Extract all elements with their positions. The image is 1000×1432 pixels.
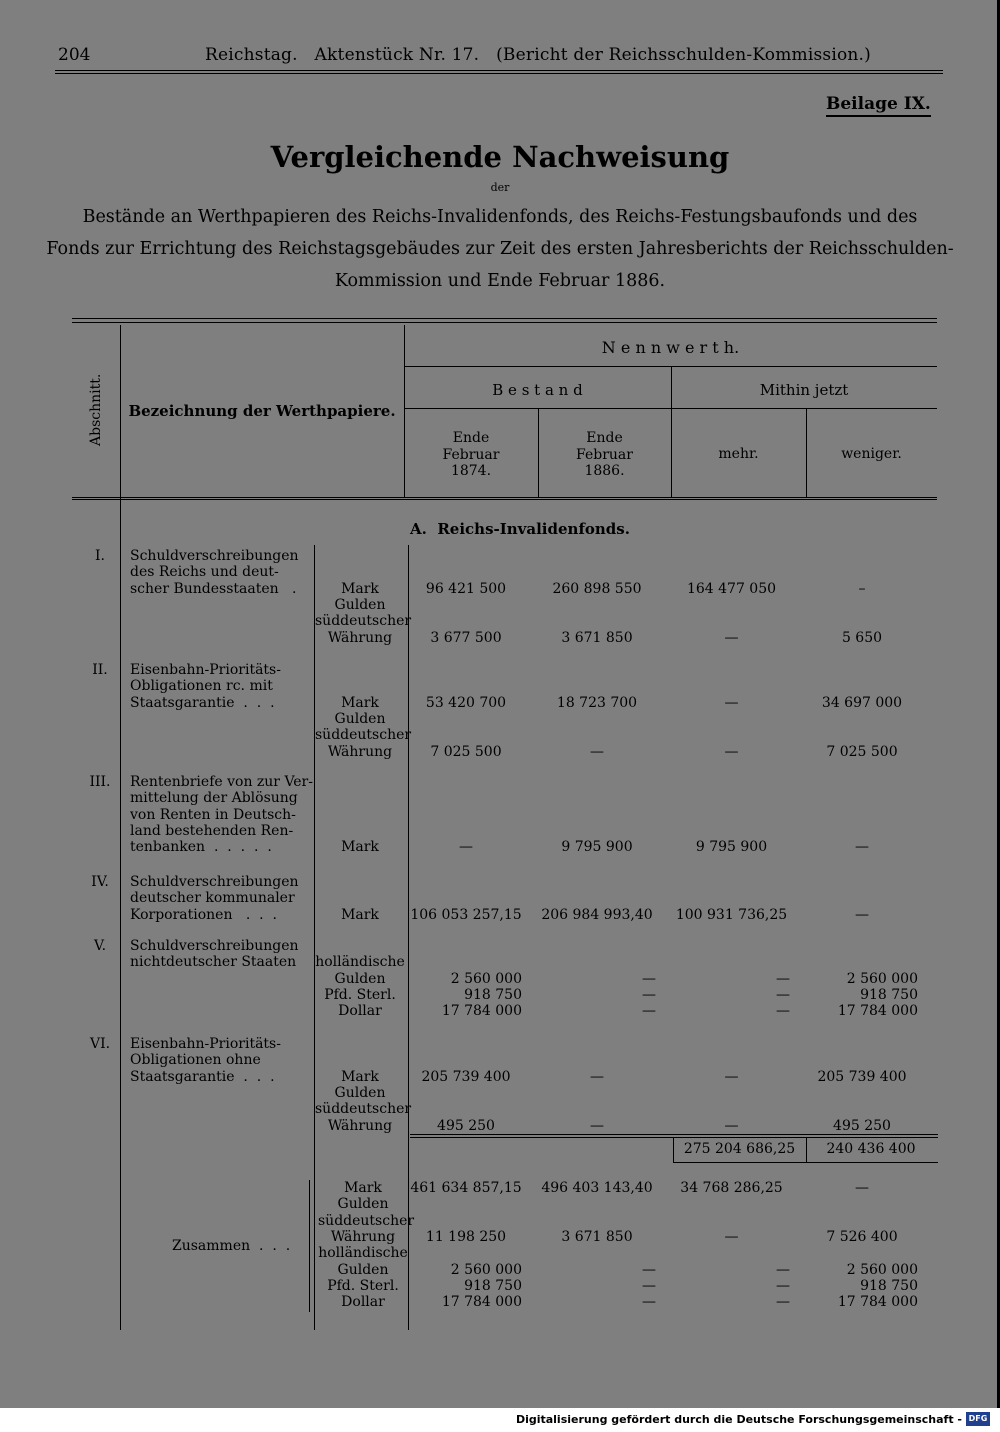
row-value-v1886: — (642, 970, 656, 987)
page-number: 204 (58, 45, 91, 65)
zusammen-value-weniger: 918 750 (860, 1277, 918, 1294)
zusammen-unit: Gulden (337, 1261, 389, 1278)
col-1886-line-3: 1886. (584, 463, 625, 479)
subtotal-rule-2 (410, 1137, 938, 1138)
row-value-v1886: — (590, 1068, 604, 1085)
digitization-credit: Digitalisierung gefördert durch die Deutsche Forschungsgemeinschaft - (515, 1413, 962, 1426)
row-value-weniger: – (858, 580, 866, 597)
row-unit: süddeutscher (315, 1101, 412, 1118)
subtotal-bottom-rule (673, 1162, 938, 1163)
header-rule-2 (55, 73, 943, 74)
row-description: nichtdeutscher Staaten (130, 954, 297, 971)
row-value-v1874: 918 750 (464, 986, 522, 1003)
subtitle-line-1: Bestände an Werthpapieren des Reichs-Invalidenfonds, des Reichs-Festungsbaufonds und des (82, 207, 918, 227)
col-1886-line-1: Ende (586, 430, 623, 446)
zusammen-value-v1874: 2 560 000 (450, 1261, 522, 1278)
row-value-mehr: — (724, 1117, 739, 1134)
row-value-mehr: — (724, 743, 739, 760)
row-description: Staatsgarantie . . . (130, 1068, 275, 1085)
row-unit: Dollar (338, 1003, 382, 1020)
row-roman: III. (89, 774, 111, 790)
subtitle-line-2: Fonds zur Errichtung des Reichstagsgebäudes zur Zeit des ersten Jahresberichts der Reichsschulden- (46, 239, 954, 259)
row-unit: Gulden (334, 710, 386, 727)
row-description: Eisenbahn-Prioritäts- (130, 662, 281, 678)
zusammen-value-v1886: 496 403 143,40 (541, 1180, 653, 1196)
col-abschnitt: Abschnitt. (88, 373, 104, 446)
row-unit: süddeutscher (315, 613, 412, 630)
row-description: Rentenbriefe von zur Ver- (130, 774, 313, 790)
row-unit: Währung (327, 629, 393, 646)
header-bottom-rule-2 (72, 499, 937, 500)
row-value-v1874: 2 560 000 (450, 970, 522, 987)
row-value-weniger: 495 250 (833, 1117, 891, 1134)
subtotal-mehr: 275 204 686,25 (683, 1141, 796, 1157)
row-value-v1886: 3 671 850 (561, 629, 633, 646)
zusammen-value-v1886: — (642, 1294, 656, 1311)
row-value-weniger: 205 739 400 (817, 1068, 907, 1085)
zusammen-unit: süddeutscher (318, 1212, 415, 1229)
row-value-v1874: 205 739 400 (421, 1068, 511, 1085)
row-description: Schuldverschreibungen (130, 548, 299, 564)
row-description: Schuldverschreibungen (130, 938, 299, 954)
row-value-mehr: 164 477 050 (686, 580, 777, 597)
header-bottom-rule (72, 497, 937, 498)
col-bezeichnung: Bezeichnung der Werthpapiere. (128, 402, 396, 420)
header-rule (55, 70, 943, 71)
row-value-weniger: 2 560 000 (846, 970, 918, 987)
zusammen-unit: holländische (318, 1245, 408, 1262)
row-value-v1874: 53 420 700 (425, 694, 507, 711)
row-roman: VI. (89, 1036, 111, 1052)
col-weniger: weniger. (841, 446, 902, 462)
zusammen-value-v1886: 3 671 850 (561, 1228, 633, 1245)
col-bestand: B e s t a n d (492, 381, 583, 399)
row-unit: Währung (327, 743, 393, 760)
row-unit: Mark (341, 906, 379, 923)
row-unit: Mark (341, 580, 379, 597)
zusammen-value-mehr: 34 768 286,25 (680, 1180, 783, 1196)
zusammen-value-weniger: 2 560 000 (846, 1261, 918, 1278)
row-roman: I. (95, 548, 105, 564)
row-value-mehr: — (724, 629, 739, 646)
row-value-mehr: — (776, 970, 790, 987)
row-description: Schuldverschreibungen (130, 874, 299, 890)
zusammen-value-v1874: 461 634 857,15 (410, 1180, 522, 1196)
row-description: scher Bundesstaaten . (130, 580, 297, 597)
zusammen-value-mehr: — (724, 1228, 739, 1245)
row-unit: Währung (327, 1117, 393, 1134)
running-title: Reichstag. Aktenstück Nr. 17. (Bericht der Reichsschulden-Kommission.) (205, 45, 871, 65)
zusammen-value-v1886: — (642, 1261, 656, 1278)
row-value-v1886: 260 898 550 (552, 580, 642, 597)
row-value-mehr: 9 795 900 (695, 839, 768, 856)
row-value-weniger: 7 025 500 (826, 743, 898, 760)
row-value-weniger: 5 650 (841, 629, 883, 646)
row-value-v1874: 106 053 257,15 (410, 906, 522, 923)
row-value-weniger: 918 750 (860, 986, 918, 1003)
zusammen-label: Zusammen . . . (172, 1238, 291, 1254)
subtitle-line-3: Kommission und Ende Februar 1886. (334, 271, 666, 291)
row-value-v1874: 17 784 000 (441, 1003, 522, 1020)
col-1874-line-1: Ende (452, 430, 490, 446)
row-value-v1886: 18 723 700 (556, 694, 638, 711)
footer-bar (0, 1408, 1000, 1432)
row-value-weniger: 17 784 000 (837, 1003, 918, 1020)
zusammen-unit: Währung (330, 1228, 396, 1245)
row-value-mehr: — (776, 986, 790, 1003)
row-unit: Mark (341, 839, 379, 856)
document-title: Vergleichende Nachweisung (270, 140, 730, 174)
row-value-weniger: — (855, 839, 869, 856)
row-unit: Gulden (334, 970, 386, 987)
row-value-v1874: 96 421 500 (425, 580, 507, 597)
row-roman: II. (92, 662, 108, 678)
zusammen-value-weniger: — (855, 1180, 869, 1196)
row-value-v1886: 9 795 900 (561, 839, 633, 856)
row-value-v1874: 3 677 500 (430, 629, 502, 646)
row-description: von Renten in Deutsch- (130, 806, 296, 823)
row-description: land bestehenden Ren- (130, 822, 294, 839)
zusammen-unit: Dollar (341, 1294, 385, 1311)
dfg-logo: DFG (966, 1412, 990, 1426)
col-1874-line-3: 1874. (450, 463, 492, 479)
title-der: der (490, 181, 510, 194)
zusammen-unit: Mark (344, 1180, 382, 1196)
row-unit: Mark (341, 694, 379, 711)
row-value-v1886: 206 984 993,40 (541, 906, 653, 923)
row-unit: Mark (341, 1068, 379, 1085)
subtotal-rule (410, 1134, 938, 1135)
body-divider-unit-left (314, 545, 315, 1330)
row-description: Staatsgarantie . . . (130, 694, 275, 711)
zusammen-value-v1874: 11 198 250 (425, 1228, 507, 1245)
row-unit: Gulden (334, 1084, 386, 1101)
zusammen-value-weniger: 17 784 000 (837, 1294, 918, 1311)
row-description: des Reichs und deut- (130, 564, 279, 581)
zusammen-value-v1874: 17 784 000 (441, 1294, 522, 1311)
table-top-rule-2 (72, 322, 937, 323)
row-description: Obligationen ohne (130, 1052, 261, 1069)
row-value-mehr: — (724, 694, 739, 711)
zusammen-value-mehr: — (776, 1261, 790, 1278)
row-value-v1886: — (642, 1003, 656, 1020)
zusammen-value-v1874: 918 750 (464, 1277, 522, 1294)
row-value-weniger: — (855, 906, 869, 923)
col-1886-line-2: Februar (576, 447, 633, 463)
zusammen-unit: Gulden (337, 1196, 389, 1213)
row-unit: holländische (315, 954, 405, 971)
row-description: deutscher kommunaler (130, 890, 295, 907)
row-value-v1886: — (642, 986, 656, 1003)
row-value-mehr: 100 931 736,25 (675, 906, 788, 923)
row-value-weniger: 34 697 000 (821, 694, 903, 711)
col-divider-abschnitt (120, 325, 121, 1330)
row-unit: Pfd. Sterl. (324, 986, 396, 1003)
zusammen-brace (309, 1180, 310, 1312)
row-description: Korporationen . . . (130, 906, 277, 923)
row-value-v1886: — (590, 1117, 604, 1134)
row-unit: süddeutscher (315, 727, 412, 744)
section-heading: A. Reichs-Invalidenfonds. (410, 520, 630, 538)
subtotal-weniger: 240 436 400 (826, 1141, 916, 1157)
row-value-v1874: — (459, 839, 473, 856)
row-description: Obligationen rc. mit (130, 678, 273, 695)
row-description: Eisenbahn-Prioritäts- (130, 1036, 281, 1052)
zusammen-value-mehr: — (776, 1277, 790, 1294)
row-value-v1886: — (590, 743, 604, 760)
row-roman: IV. (91, 874, 109, 890)
row-value-v1874: 7 025 500 (430, 743, 502, 760)
zusammen-unit: Pfd. Sterl. (327, 1277, 399, 1294)
supplement-label: Beilage IX. (826, 94, 931, 117)
zusammen-value-v1886: — (642, 1277, 656, 1294)
col-1874-line-2: Februar (442, 447, 500, 463)
col-mithin: Mithin jetzt (759, 381, 849, 399)
zusammen-value-mehr: — (776, 1294, 790, 1311)
row-roman: V. (93, 938, 107, 954)
row-unit: Gulden (334, 596, 386, 613)
row-description: tenbanken . . . . . (130, 839, 272, 856)
zusammen-value-weniger: 7 526 400 (826, 1228, 898, 1245)
row-value-mehr: — (724, 1068, 739, 1085)
col-mehr: mehr. (718, 446, 759, 462)
row-value-mehr: — (776, 1003, 790, 1020)
col-nennwerth: N e n n w e r t h. (601, 338, 740, 357)
row-value-v1874: 495 250 (437, 1117, 495, 1134)
table-top-rule (72, 318, 937, 319)
row-description: mittelung der Ablösung (130, 790, 298, 807)
